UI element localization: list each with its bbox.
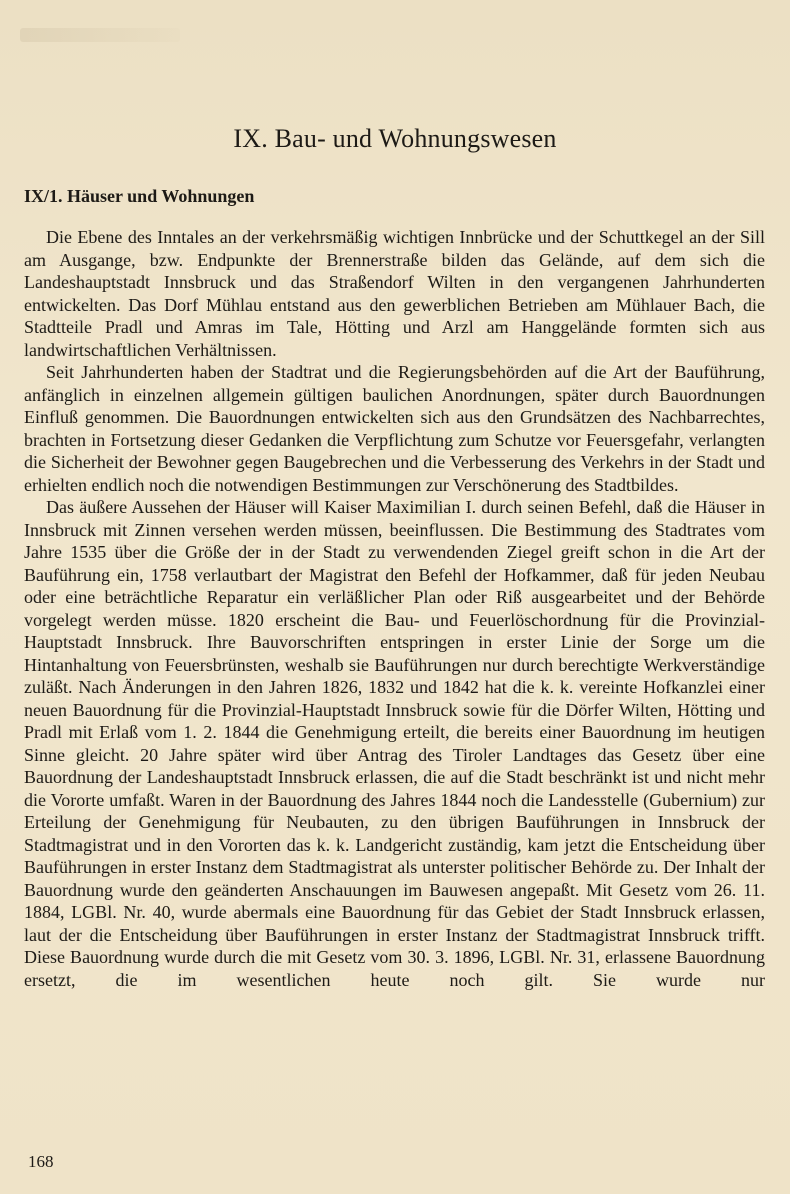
page-number: 168	[28, 1152, 54, 1171]
paragraph-2: Seit Jahrhunderten haben der Stadtrat und die Regierungsbehörden auf die Art der Bauführung, anfänglich in einzelnen allgemein gültigen baulichen Anordnungen, später durch Bauordnungen Einfluß genommen. Die Bauordnungen entwickelten sich aus den Grundsätzen des Nachbarrechtes, brachten in Fortsetzung dieser Gedanken die Verpflichtung zum Schutze vor Feuersgefahr, verlangten die Sicherheit der Bewohner gegen Baugebrechen und die Verbesserung des Verkehrs in der Stadt und erhielten endlich noch die notwendigen Bestimmungen zur Verschönerung des Stadtbildes.	[24, 362, 765, 495]
chapter-title: IX. Bau- und Wohnungswesen	[233, 124, 557, 153]
section-heading: IX/1. Häuser und Wohnungen	[24, 186, 255, 206]
paragraph-3: Das äußere Aussehen der Häuser will Kaiser Maximilian I. durch seinen Befehl, daß die Häuser in Innsbruck mit Zinnen versehen werden müssen, beeinflussen. Die Bestimmung des Stadtrates vom Jahre 1535 über die Größe der in der Stadt zu verwendenden Ziegel greift schon in die Art der Bauführung ein, 1758 verlautbart der Magistrat den Befehl der Hofkammer, daß für jeden Neubau oder eine beträchtliche Reparatur ein verläßlicher Plan oder Riß ausgearbeitet und der Behörde vorgelegt werden müsse. 1820 erscheint die Bau- und Feuerlöschordnung für die Provinzial-Hauptstadt Innsbruck. Ihre Bauvorschriften entspringen in erster Linie der Sorge um die Hintanhaltung von Feuersbrünsten, weshalb sie Bauführungen nur durch berechtigte Werkverständige zuläßt. Nach Änderungen in den Jahren 1826, 1832 und 1842 hat die k. k. vereinte Hofkanzlei einer neuen Bauordnung für die Provinzial-Hauptstadt Innsbruck sowie für die Dörfer Wilten, Hötting und Pradl mit Erlaß vom 1. 2. 1844 die Genehmigung erteilt, die bereits einer Bauordnung im heutigen Sinne gleicht. 20 Jahre später wird über Antrag des Tiroler Landtages das Gesetz über eine Bauordnung der Landeshauptstadt Innsbruck erlassen, die auf die Stadt beschränkt ist und nicht mehr die Vororte umfaßt. Waren in der Bauordnung des Jahres 1844 noch die Landesstelle (Gubernium) zur Erteilung der Genehmigung für Neubauten, zu den übrigen Bauführungen in Innsbruck der Stadtmagistrat und in den Vororten das k. k. Landgericht zuständig, kam jetzt die Entscheidung über Bauführungen in erster Instanz dem Stadtmagistrat als unterster politischer Behörde zu. Der Inhalt der Bauordnung wurde den geänderten Anschauungen im Bauwesen angepaßt. Mit Gesetz vom 26. 11. 1884, LGBl. Nr. 40, wurde abermals eine Bauordnung für das Gebiet der Stadt Innsbruck erlassen, laut der die Entscheidung über Bauführungen in erster Instanz der Stadtmagistrat Innsbruck trifft. Diese Bauordnung wurde durch die mit Gesetz vom 30. 3. 1896, LGBl. Nr. 31, erlassene Bauordnung ersetzt, die im wesentlichen heute noch gilt. Sie wurde nur	[24, 497, 765, 990]
body-text	[24, 226, 765, 991]
faint-bleed-through-header	[20, 28, 180, 42]
paragraph-1: Die Ebene des Inntales an der verkehrsmäßig wichtigen Innbrücke und der Schuttkegel an der Sill am Ausgange, bzw. Endpunkte der Brennerstraße bilden das Gelände, auf dem sich die Landeshauptstadt Innsbruck und das Straßendorf Wilten in den vergangenen Jahrhunderten entwickelten. Das Dorf Mühlau entstand aus den gewerblichen Betrieben am Mühlauer Bach, die Stadtteile Pradl und Amras im Tale, Hötting und Arzl am Hanggelände formten sich aus landwirtschaftlichen Verhältnissen.	[24, 227, 765, 360]
